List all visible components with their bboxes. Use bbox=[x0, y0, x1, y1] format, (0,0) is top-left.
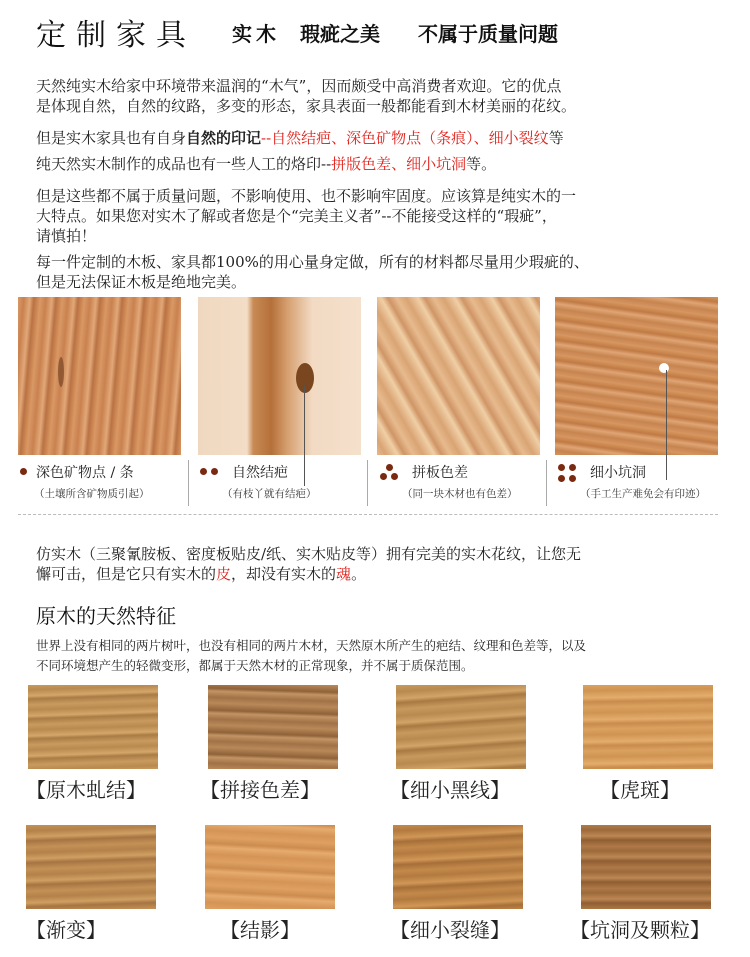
bullet-dot-icon bbox=[558, 475, 565, 482]
tile-label: 【细小裂缝】 bbox=[390, 918, 510, 942]
bullet-dot-icon bbox=[20, 468, 27, 475]
wood-sample-tile bbox=[396, 685, 526, 769]
tile-label: 【原木虬结】 bbox=[26, 778, 146, 802]
intro-paragraph-5: 每一件定制的木板、家具都100%的用心量身定做，所有的材料都尽量用少瑕疵的、 但是无法保证木板是绝地完美。 bbox=[36, 253, 589, 291]
small-hole-photo bbox=[555, 297, 718, 455]
caption-divider bbox=[188, 460, 189, 506]
intro-paragraph-1: 天然纯实木给家中环境带来温润的“木气”，因而颇受中高消费者欢迎。它的优点 是体现自然，自然的纹路，多变的形态，家具表面一般都能看到木材美丽的花纹。 bbox=[36, 77, 577, 115]
bullet-dot-icon bbox=[380, 473, 387, 480]
bullet-dot-icon bbox=[386, 464, 393, 471]
wood-sample-tile bbox=[205, 825, 335, 909]
dashed-divider bbox=[18, 514, 718, 515]
tile-label: 【拼接色差】 bbox=[200, 778, 320, 802]
feature-sub-knot: （有枝丫就有结疤） bbox=[222, 488, 317, 500]
tile-label: 【渐变】 bbox=[26, 918, 106, 942]
bullet-dot-icon bbox=[558, 464, 565, 471]
wood-sample-tile bbox=[583, 685, 713, 769]
bullet-dot-icon bbox=[569, 464, 576, 471]
mineral-streak-mark bbox=[58, 357, 64, 387]
bullet-dot-icon bbox=[391, 473, 398, 480]
feature-title-hole: 细小坑洞 bbox=[590, 465, 646, 481]
intro-paragraph-4: 但是这些都不属于质量问题，不影响使用、也不影响牢固度。应该算是纯实木的一 大特点。如果您对实木了解或者您是个“完美主义者”--不能接受这样的“瑕疵”， 请慎拍！ bbox=[36, 187, 577, 245]
feature-title-mineral: 深色矿物点 / 条 bbox=[36, 465, 134, 481]
imitation-paragraph: 仿实木（三聚氰胺板、密度板贴皮/纸、实木贴皮等）拥有完美的实木花纹，让您无 懈可击，但是它只有实木的皮，却没有实木的魂。 bbox=[36, 545, 582, 583]
hole-pointer-line bbox=[666, 370, 667, 480]
natural-features-title: 原木的天然特征 bbox=[36, 604, 176, 628]
knot-mark bbox=[296, 363, 314, 393]
subtitle-flaw-beauty: 瑕疵之美 bbox=[300, 22, 380, 46]
wood-sample-tile bbox=[581, 825, 711, 909]
subtitle-solid-wood: 实木 bbox=[232, 22, 280, 46]
page-header bbox=[0, 0, 750, 60]
subtitle-not-quality-issue: 不属于质量问题 bbox=[418, 22, 558, 46]
knot-pointer-line bbox=[304, 386, 305, 486]
tile-label: 【细小黑线】 bbox=[390, 778, 510, 802]
bullet-dot-icon bbox=[200, 468, 207, 475]
caption-divider bbox=[546, 460, 547, 506]
feature-title-knot: 自然结疤 bbox=[232, 465, 288, 481]
tile-label: 【虎斑】 bbox=[600, 778, 680, 802]
intro-paragraph-2: 但是实木家具也有自身自然的印记--自然结疤、深色矿物点（条痕）、细小裂纹等 bbox=[36, 129, 564, 147]
feature-sub-color: （同一块木材也有色差） bbox=[402, 488, 518, 500]
bullet-dot-icon bbox=[211, 468, 218, 475]
intro-paragraph-3: 纯天然实木制作的成品也有一些人工的烙印--拼版色差、细小坑洞等。 bbox=[36, 155, 497, 173]
page-title: 定制家具 bbox=[36, 18, 196, 53]
feature-sub-mineral: （土壤所含矿物质引起） bbox=[34, 488, 150, 500]
bullet-dot-icon bbox=[569, 475, 576, 482]
small-hole-mark bbox=[659, 363, 669, 373]
mineral-streak-photo bbox=[18, 297, 181, 455]
caption-divider bbox=[367, 460, 368, 506]
tile-label: 【坑洞及颗粒】 bbox=[570, 918, 710, 942]
wood-sample-tile bbox=[393, 825, 523, 909]
wood-sample-tile bbox=[26, 825, 156, 909]
knot-photo bbox=[198, 297, 361, 455]
wood-sample-tile bbox=[28, 685, 158, 769]
wood-sample-tile bbox=[208, 685, 338, 769]
natural-features-text: 世界上没有相同的两片树叶，也没有相同的两片木材，天然原木所产生的疤结、纹理和色差等，以及 不同环境想产生的轻微变形，都属于天然木材的正常现象，并不属于质保范围。 bbox=[36, 638, 587, 673]
feature-sub-hole: （手工生产难免会有印迹） bbox=[580, 488, 706, 500]
color-difference-photo bbox=[377, 297, 540, 455]
feature-title-color: 拼板色差 bbox=[412, 465, 468, 481]
tile-label: 【结影】 bbox=[220, 918, 300, 942]
